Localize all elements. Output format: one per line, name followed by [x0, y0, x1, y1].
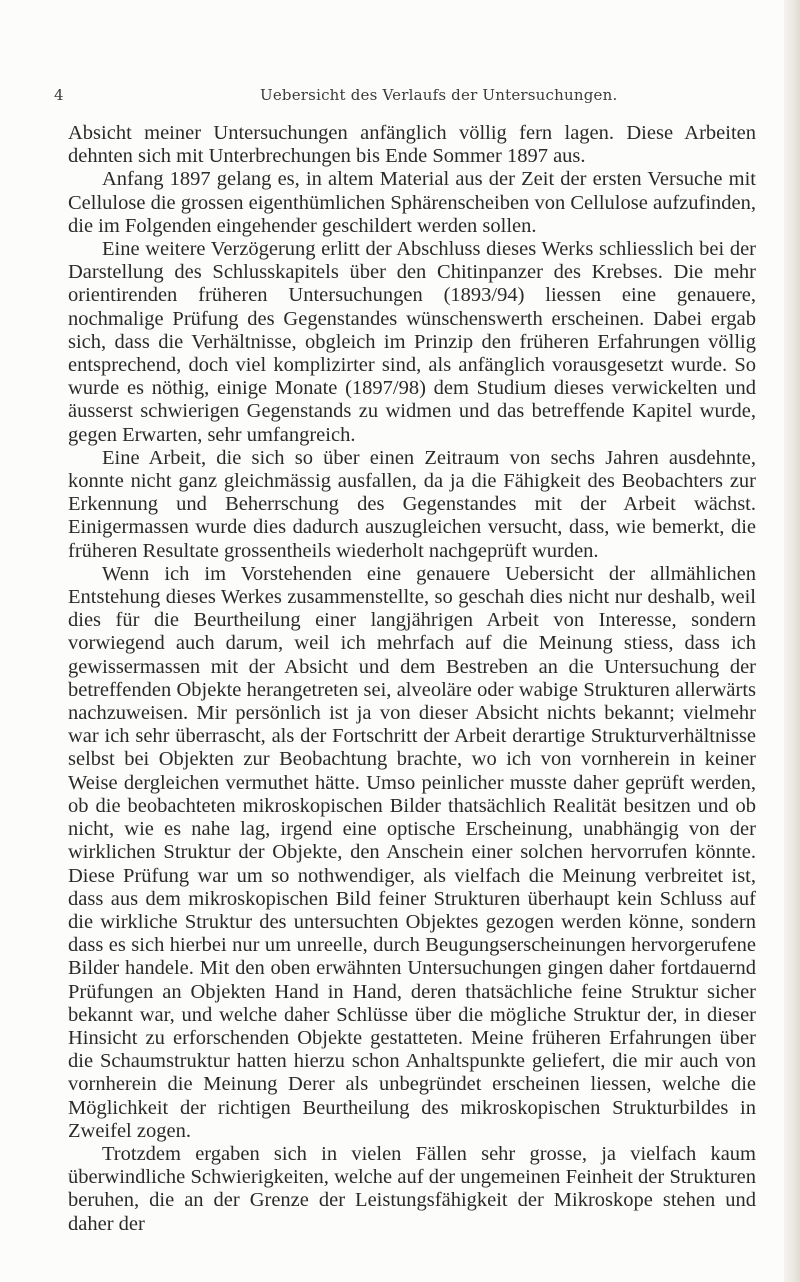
body-text [68, 122, 756, 1236]
paragraph: Anfang 1897 gelang es, in altem Material aus der Zeit der ersten Versuche mit Cellulose die grossen eigenthümlichen Sphärenscheiben von Cellulose aufzufinden, die im Folgenden eingehender geschildert werden sollen. [68, 168, 756, 237]
paragraph: Wenn ich im Vorstehenden eine genauere Uebersicht der allmählichen Entstehung dieses Werkes zusammenstellte, so geschah dies nicht nur deshalb, weil dies für die Beurtheilung einer langjährigen Arbeit von Interesse, sondern vorwiegend auch darum, weil ich mehrfach auf die Meinung stiess, dass ich gewissermassen mit der Absicht und dem Bestreben an die Untersuchung der betreffenden Objekte herangetreten sei, alveoläre oder wabige Strukturen allerwärts nachzuweisen. Mir persönlich ist ja von dieser Absicht nichts bekannt; vielmehr war ich sehr überrascht, als der Fortschritt der Arbeit derartige Strukturverhältnisse selbst bei Objekten zur Beobachtung brachte, wo ich von vornherein in keiner Weise dergleichen vermuthet hätte. Umso peinlicher musste daher geprüft werden, ob die beobachteten mikroskopischen Bilder thatsächlich Realität besitzen und ob nicht, wie es nahe lag, irgend eine optische Erscheinung, unabhängig von der wirklichen Struktur der Objekte, den Anschein einer solchen hervorrufen könnte. Diese Prüfung war um so nothwendiger, als vielfach die Meinung verbreitet ist, dass aus dem mikroskopischen Bild feiner Strukturen überhaupt kein Schluss auf die wirkliche Struktur des untersuchten Objektes gezogen werden könne, sondern dass es sich hierbei nur um unreelle, durch Beugungserscheinungen hervorgerufene Bilder handele. Mit den oben erwähnten Untersuchungen gingen daher fortdauernd Prüfungen an Objekten Hand in Hand, deren thatsächliche feine Struktur sicher bekannt war, und welche daher Schlüsse über die mögliche Struktur der, in dieser Hinsicht zu erforschenden Objekte gestatteten. Meine früheren Erfahrungen über die Schaumstruktur hatten hierzu schon Anhaltspunkte geliefert, die mir auch von vornherein die Meinung Derer als unbegründet erscheinen liessen, welche die Möglichkeit der richtigen Beurtheilung des mikroskopischen Strukturbildes in Zweifel zogen. [68, 562, 756, 1142]
running-title: Uebersicht des Verlaufs der Untersuchungen. [260, 86, 618, 104]
paragraph: Absicht meiner Untersuchungen anfänglich völlig fern lagen. Diese Arbeiten dehnten sich mit Unterbrechungen bis Ende Sommer 1897 aus. [68, 122, 756, 168]
paragraph: Eine weitere Verzögerung erlitt der Abschluss dieses Werks schliesslich bei der Darstellung des Schlusskapitels über den Chitinpanzer des Krebses. Die mehr orientirenden früheren Untersuchungen (1893/94) liessen eine genauere, nochmalige Prüfung des Gegenstandes wünschenswerth erscheinen. Dabei ergab sich, dass die Verhältnisse, obgleich im Prinzip den früheren Erfahrungen völlig entsprechend, doch viel komplizirter sind, als anfänglich vorausgesetzt wurde. So wurde es nöthig, einige Monate (1897/98) dem Studium dieses verwickelten und äusserst schwierigen Gegenstands zu widmen und das betreffende Kapitel wurde, gegen Erwarten, sehr umfangreich. [68, 238, 756, 446]
paragraph: Trotzdem ergaben sich in vielen Fällen sehr grosse, ja vielfach kaum überwindliche Schwierigkeiten, welche auf der ungemeinen Feinheit der Strukturen beruhen, die an der Grenze der Leistungsfähigkeit der Mikroskope stehen und daher der [68, 1142, 756, 1235]
page-edge [784, 0, 800, 1282]
paragraph: Eine Arbeit, die sich so über einen Zeitraum von sechs Jahren ausdehnte, konnte nicht ganz gleichmässig ausfallen, da ja die Fähigkeit des Beobachters zur Erkennung und Beherrschung des Gegenstandes mit der Arbeit wächst. Einigermassen wurde dies dadurch auszugleichen versucht, dass, wie bemerkt, die früheren Resultate grossentheils wiederholt nachgeprüft wurden. [68, 446, 756, 562]
page-number: 4 [54, 86, 64, 104]
